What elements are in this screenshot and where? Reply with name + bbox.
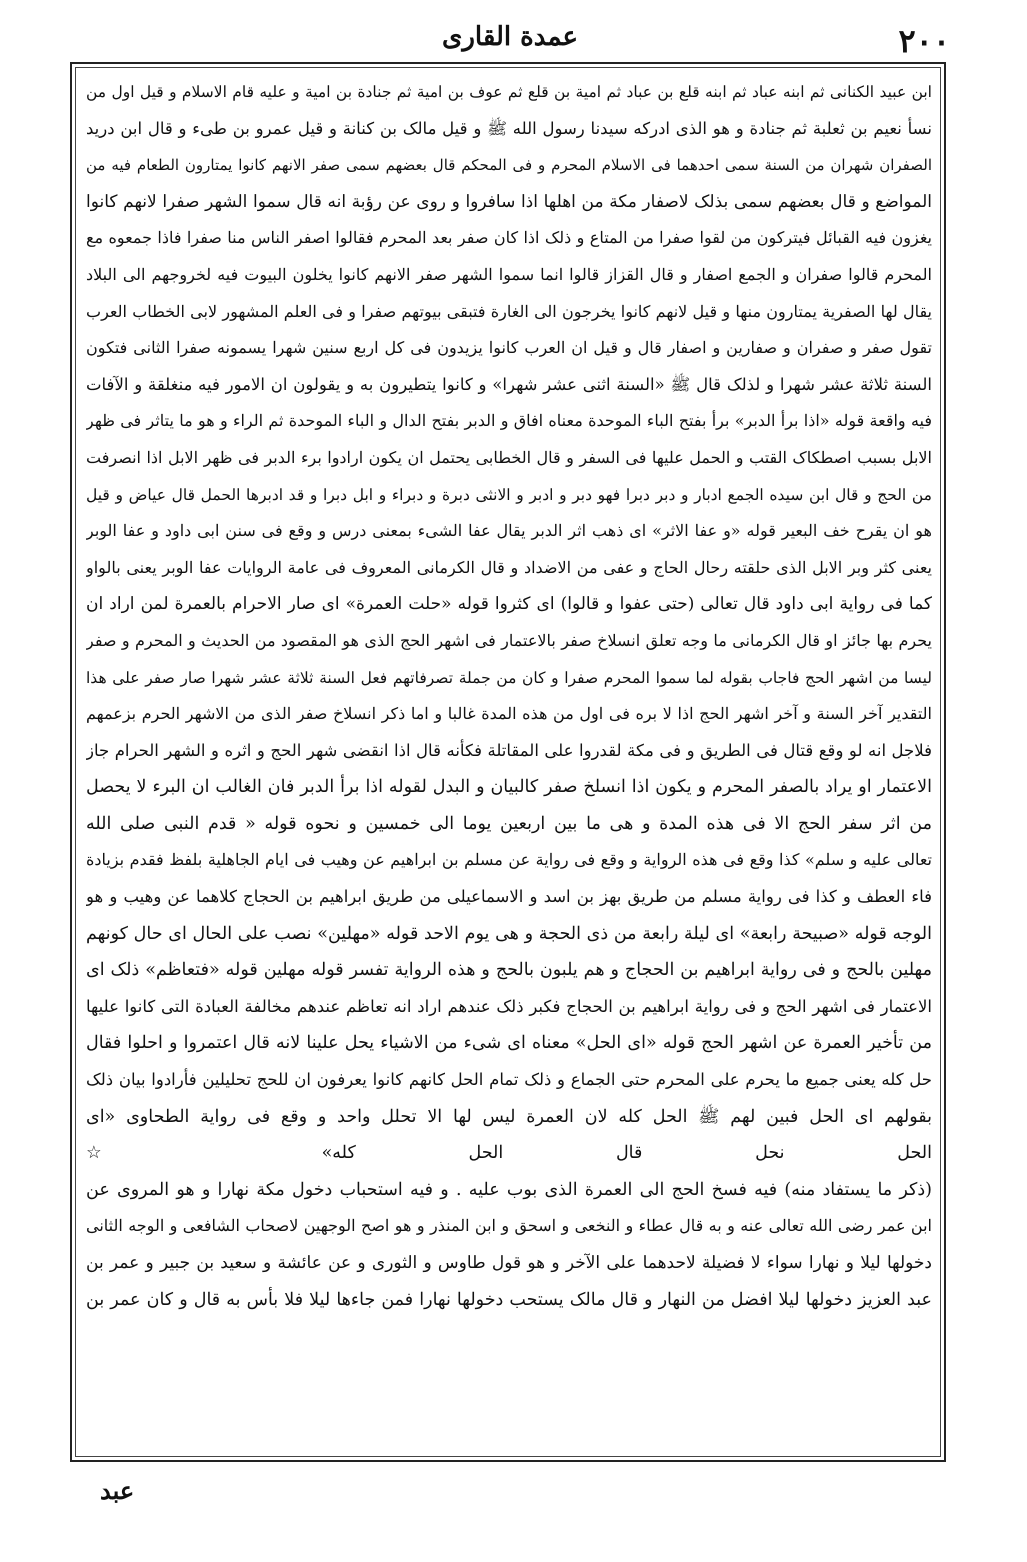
text-line: نسأ نعیم بن ثعلبة ثم جنادة و هو الذی ادرکه سیدنا رسول الله ﷺ و قیل مالک بن کنانة و قیل عمرو بن طیء و قال ابن درید [86,118,932,138]
text-line: الاعتمار او یراد بالصفر المحرم و یکون اذا انسلخ صفر کالبیان و البدل لقوله اذا برأ الدبر فان الغالب ان البرء لا یحصل [86,777,932,798]
text-line: یعنی کثر وبر الابل الذی حلقته رحال الحاج و عفی من الاضداد و قال الکرمانی المعروف فی عامة الروایات عفا الوبر یعنی بالواو [86,557,932,577]
catchword: عبد [100,1476,135,1505]
text-line: کما فی روایة ابی داود قال تعالی (حتی عفوا و قالوا) ای کثروا قوله «حلت العمرة» ای صار الاحرام بالعمرة لمن اراد ان [86,594,932,615]
text-line: المحرم قالوا صفران و الجمع اصفار و قال القزاز قالوا انما سموا الشهر صفر الانهم کانوا یخلون البیوت فیه لخروجهم الی البلاد [86,264,932,284]
text-line: الاعتمار فی اشهر الحج و فی روایة ابراهیم بن الحجاج فکبر ذلک عندهم اراد انه تعاظم عندهم مخالفة العبادة التی کانوا علیها [86,996,932,1016]
text-line: حل کله یعنی جمیع ما یحرم علی المحرم حتی الجماع و ذلک تمام الحل کانهم کانوا یعرفون ان للحج تحلیلین فأرادوا بیان ذلک [86,1070,932,1090]
text-line: من الحج و قال ابن سیده الجمع ادبار و دبر دبرا فهو دبر و ادبر و الانثی دبرة و دبراء و ابل دبرا و قد ادبرها الحمل قال عیاض و قیل [86,485,932,504]
text-line: ابن عبید الکنانی ثم ابنه عباد ثم ابنه قلع بن عباد ثم امیة بن قلع ثم عوف بن امیة ثم جنادة بن امیة و علیه قام الاسلام و قیل اول من [86,83,932,101]
text-line: فاء العطف و کذا فی روایة مسلم من طریق بهز بن اسد و الاسماعیلی من طریق ابراهیم بن الحجاج کلاهما عن وهیب و هو [86,887,932,907]
text-line: الابل بسبب اصطکاک القتب و الحمل علیها فی السفر و قال الخطابی یحتمل ان یکون ارادوا برء الدبر فی ظهر الابل اذا انصرفت [86,447,932,467]
text-line: الحل نحل قال الحل کله» ☆ [86,1143,932,1164]
text-line: المواضع و قال بعضهم سمی بذلک لاصفار مکة من اهلها اذا سافروا و روی عن رؤبة انه قال سموا الشهر صفرا لانهم کانوا [86,191,932,212]
text-line: تقول صفر و صفران و صفارین و اصفار قال و قیل ان العرب کانوا یزیدون فی کل اربع سنین شهرا یسمونه صفرا الثانی فتکون [86,338,932,358]
text-line: یحرم بها جائز او قال الکرمانی ما وجه تعلق انسلاخ صفر بالاعتمار فی اشهر الحج الذی هو المقصود من الحدیث و المحرم و صفر [86,630,932,650]
page-number: ٢٠٠ [898,22,950,60]
text-line: من اثر سفر الحج الا فی هذه المدة و هی ما بین اربعین یوما الی خمسین و نحوه قوله « قدم النبی صلی الله [86,813,932,834]
text-line: ابن عمر رضی الله تعالی عنه و به قال عطاء و النخعی و اسحق و ابن المنذر و هو اصح الوجهین لاصحاب الشافعی و الوجه الثانی [86,1216,932,1236]
text-line: السنة ثلاثة عشر شهرا و لذلک قال ﷺ «السنة اثنی عشر شهرا» و کانوا یتطیرون به و یقولون ان الامور فیه منغلقة و الآفات [86,374,932,394]
text-line: دخولها لیلا و نهارا سواء لا فضیلة لاحدهما علی الآخر و هو قول طاوس و الثوری و عن عائشة و سعید بن جبیر و عمر بن [86,1253,932,1273]
text-line: لیسا من اشهر الحج فاجاب بقوله لما سموا المحرم صفرا و کان من جملة تصرفاتهم فعل السنة ثلاثة عشر شهرا صار صفر علی هذا [86,668,932,687]
text-line: الوجه قوله «صبیحة رابعة» ای لیلة رابعة من ذی الحجة و هی یوم الاحد قوله «مهلین» نصب علی الحال ای حال کونهم [86,923,932,944]
text-line: تعالی علیه و سلم» کذا وقع فی هذه الروایة و وقع فی روایة عن مسلم بن ابراهیم عن وهیب فی ایام الجاهلیة بلفظ فقدم بزیادة [86,850,932,870]
running-title: عمدة القاری [442,22,578,52]
page-header [70,18,950,64]
text-line: (ذکر ما یستفاد منه) فیه فسخ الحج الی العمرة الذی بوب علیه . و فیه استحباب دخول مکة نهارا و هو المروی عن [86,1179,932,1200]
text-line: فلاجل انه لو وقع قتال فی الطریق و فی مکة لقدروا علی المقاتلة فکأنه قال اذا انقضی شهر الحج و اثره و الشهر الحرام جاز [86,740,932,760]
text-line: یغزون فیه القبائل فیترکون من لقوا صفرا من المتاع و ذلک اذا کان صفر بعد المحرم فقالوا اصفر الناس منا صفرا فاذا جمعوه مع [86,228,932,248]
text-line: الصفران شهران من السنة سمی احدهما فی الاسلام المحرم و فی المحکم قال بعضهم سمی صفر الانهم کانوا یمتارون الطعام فیه من [86,156,932,175]
body-text [86,74,932,1454]
text-line: مهلین بالحج و فی روایة ابراهیم بن الحجاج و هم یلبون بالحج و هذه الروایة تفسر قوله مهلین قوله «فتعاظم» ذلک ای [86,960,932,981]
text-line: یقال لها الصفریة یمتارون منها و قیل لانهم کانوا یخرجون الی الغارة فتبقی بیوتهم صفرا و فی العلم المشهور لابی الخطاب العرب [86,301,932,321]
text-line: بقولهم ای الحل فبین لهم ﷺ الحل کله لان العمرة لیس لها الا تحلل واحد و وقع فی روایة الطحاوی «ای [86,1106,932,1127]
text-line: التقدیر آخر السنة و آخر اشهر الحج اذا لا بره فی اول من هذه المدة غالبا و اما ذکر انسلاخ صفر الذی من الاشهر الحرم بزعمهم [86,704,932,724]
text-line: هو ان یقرح خف البعیر قوله «و عفا الاثر» ای ذهب اثر الدبر یقال عفا الشیء بمعنی درس و وقع فی سنن ابی داود و عفا الوبر [86,521,932,541]
text-line: عبد العزیز دخولها لیلا افضل من النهار و قال مالک یستحب دخولها نهارا فمن جاءها لیلا فلا بأس به قال و کان عمر بن [86,1289,932,1310]
text-line: فیه واقعة قوله «اذا برأ الدبر» برأ بفتح الباء الموحدة معناه افاق و الدبر بفتح الدال و الباء الموحدة ثم الراء و هو ما یتاثر فی ظهر [86,411,932,431]
text-line: من تأخیر العمرة عن اشهر الحج قوله «ای الحل» معناه ای شیء من الاشیاء یحل علینا لانه قال اعتمروا و احلوا فقال [86,1033,932,1054]
